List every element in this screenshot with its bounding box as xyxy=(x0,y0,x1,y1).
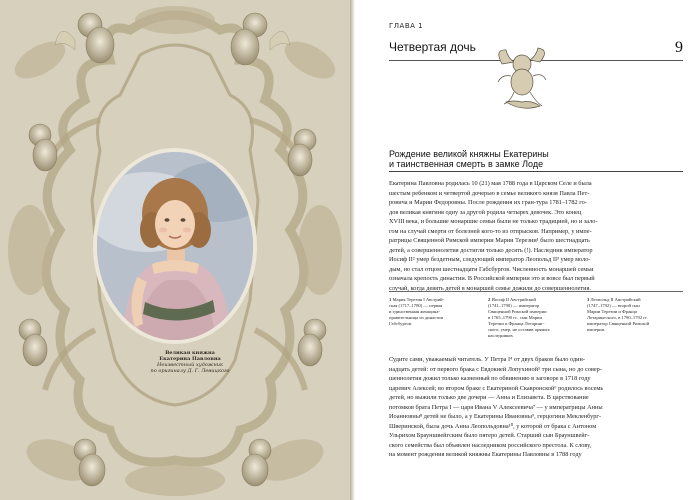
footnote-3-line: Лотарингского, в 1790–1792 гг. xyxy=(587,315,648,320)
paragraph-2-line: Иоанновны⁸ детей не было, а у Екатерины Ивановны⁹, герцогини Мекленбург- xyxy=(389,413,602,421)
paragraph-1-line: гом на случай смерти от болезней кого-то из отпрысков. Например, у импе- xyxy=(389,227,592,235)
paragraph-1-line: XVIII века, и большие монаршие семьи были не только традицией, но и зало- xyxy=(389,218,598,226)
paragraph-1-line: шестым ребенком и четвертой дочерью в семье великого князя Павла Пет- xyxy=(389,189,590,197)
footnote-2-line: Священной Римской империи xyxy=(488,309,547,314)
section-rule xyxy=(389,171,683,172)
footnote-2-line: Иосиф II Австрийский xyxy=(491,297,536,302)
footnote-1-line: и единственная женщина- xyxy=(389,309,440,314)
paragraph-1-line: детей, а совершеннолетия достигли только десять (!). Наследник император xyxy=(389,246,593,254)
caption-name-line1: Великая княжна xyxy=(165,350,215,356)
footnote-2-line: в 1765–1790 гг., сын Марии xyxy=(488,315,542,320)
footnote-2-number: 2 xyxy=(488,297,491,302)
paragraph-2-line: надцать детей: от первого брака с Евдокией Лопухиной⁵ три сына, но до совер- xyxy=(389,365,602,373)
footnote-1-line: Мария Терезия I Австрий- xyxy=(392,297,445,302)
footnote-3-line: Марии Терезии и Франца xyxy=(587,309,637,314)
girl-portrait-image xyxy=(97,152,253,340)
paragraph-1-line: дым, но стал отцом шестнадцати Габсбургов. Численность монаршей семьи xyxy=(389,265,594,273)
footnote-1-line: Габсбургов. xyxy=(389,321,413,326)
paragraph-2-line: Ульрихом Брауншвейгским было пятеро детей. Старший сын Брауншвейг- xyxy=(389,432,590,440)
footnote-2-line: (1741–1790) — император xyxy=(488,303,540,308)
footnote-1-line: правительница из династии xyxy=(389,315,444,320)
footnote-3-number: 3 xyxy=(587,297,590,302)
portrait-painting xyxy=(97,152,253,340)
paragraph-2-line: детей, но выжили только две дочери — Анна и Елизавета. В царствование xyxy=(389,394,589,402)
right-page xyxy=(355,0,699,500)
footnote-1-number: 1 xyxy=(389,297,392,302)
footnote-rule xyxy=(389,291,683,292)
caption-name-line2: Екатерина Павловна xyxy=(159,356,221,362)
section-heading-line1: Рождение великой княжны Екатерины xyxy=(389,149,549,159)
cherub-vignette xyxy=(492,44,552,114)
paragraph-1-line: ровича и Марии Федоровны. После рождения их гран-тура 1781–1782 го- xyxy=(389,199,587,207)
paragraph-1-line: Иосиф II² умер бездетным, следующий император Леопольд II³ умер моло- xyxy=(389,256,591,264)
section-heading-line2: и таинственная смерть в замке Лоде xyxy=(389,159,544,169)
paragraph-1-line: случай, когда девять детей в монаршей семье дожили до совершеннолетия. xyxy=(389,285,591,293)
paragraph-2-line: Судите сами, уважаемый читатель. У Петра I⁴ от двух браков было один- xyxy=(389,356,585,363)
paragraph-1 xyxy=(389,179,685,294)
footnote-2 xyxy=(488,297,578,339)
footnote-3-line: император Священной Римской xyxy=(587,321,650,326)
footnote-2-line: наследников. xyxy=(488,333,514,338)
paragraph-1-line: означала крепость династии. В Российской империи это и вовсе был первый xyxy=(389,275,595,283)
footnote-2-line: ского, умер, не оставив прямых xyxy=(488,327,550,332)
footnote-3-line: империи. xyxy=(587,327,606,332)
footnote-3-line: (1747–1792) — второй сын xyxy=(587,303,640,308)
running-title: Четвертая дочь xyxy=(389,40,476,54)
portrait-caption xyxy=(130,350,250,374)
footnote-1-line: ская (1717–1780) — первая xyxy=(389,303,443,308)
footnote-1 xyxy=(389,297,479,327)
chapter-label: ГЛАВА 1 xyxy=(389,22,424,30)
caption-credit-line1: Неизвестный художник xyxy=(157,362,223,368)
paragraph-2-line: Шверинской, была дочь Анна Леопольдовна¹⁰, у которой от брака с Антоном xyxy=(389,422,597,430)
footnote-3-line: Леопольд II Австрийский xyxy=(590,297,641,302)
paragraph-1-line: Екатерина Павловна родилась 10 (21) мая 1788 года в Царском Селе и была xyxy=(389,180,592,187)
page-number: 9 xyxy=(675,39,683,56)
section-heading xyxy=(389,149,683,169)
paragraph-2 xyxy=(389,355,685,460)
footnote-3 xyxy=(587,297,677,333)
paragraph-2-line: шеннолетия дожил только казненный по обвинению в заговоре в 1718 году xyxy=(389,375,591,383)
paragraph-2-line: ского семейства был объявлен наследником российского престола. К слову, xyxy=(389,441,592,449)
paragraph-1-line: ратрицы Священной Римской империи Марии Терезии¹ было шестнадцать xyxy=(389,237,590,245)
paragraph-2-line: на момент рождения великой княжны Екатерины Павловны в 1788 году xyxy=(389,451,582,459)
caption-credit-line2: по оригиналу Д. Г. Левицкого xyxy=(150,368,230,374)
paragraph-2-line: потомков брата Петра I — царя Ивана V Алексеевича⁷ — у императрицы Анны xyxy=(389,403,603,411)
footnote-2-line: Терезии и Франца Лотаринг- xyxy=(488,321,545,326)
paragraph-1-line: дов великая княгиня одну за другой родила четырех девочек. Это конец xyxy=(389,208,582,216)
paragraph-2-line: царевич Алексей; во втором браке с Екатериной Скавронской⁶ родилось восемь xyxy=(389,384,604,392)
